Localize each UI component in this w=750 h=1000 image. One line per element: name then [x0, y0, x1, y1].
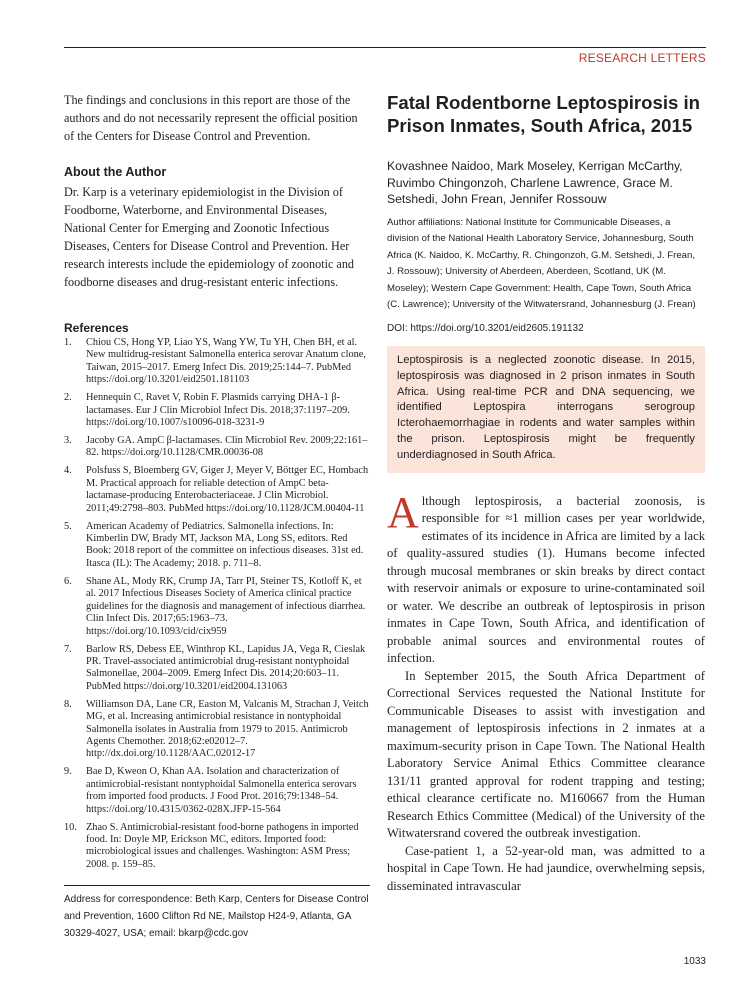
- reference-item: 8. Williamson DA, Lane CR, Easton M, Valcanis M, Strachan J, Veitch MG, et al. Increasing antimicrobial resistance in nontyphoidal Salmonella isolates in Australia from 1979 to 2015. Antimicrob Agents Chemother. 2018;62:e02012–7. http://dx.doi.org/10.1128/AAC.02012-17: [64, 698, 369, 760]
- reference-item: 4. Polsfuss S, Bloemberg GV, Giger J, Meyer V, Böttger EC, Hombach M. Practical approach for reliable detection of AmpC beta-lactamase-producing Enterobacteriaceae. J Clin Microbiol. 2011;49:2798–803. PubMed https://doi.org/10.1128/JCM.00404-11: [64, 465, 369, 514]
- article-body: [387, 487, 705, 896]
- page-number: 1033: [683, 956, 706, 967]
- reference-item: 5. American Academy of Pediatrics. Salmonella infections. In: Kimberlin DW, Brady MT, Jackson MA, Long SS, editors. Red Book: 2018 report of the committee on infectious diseases. 31st ed. Itasca (IL): The Academy; 2018. p. 711–8.: [64, 520, 364, 569]
- correspondence-address: Address for correspondence: Beth Karp, Centers for Disease Control and Prevention, 1600 Clifton Rd NE, Mailstop H24-9, Atlanta, GA 30329-4027, USA; email: bkarp@cdc.gov: [64, 885, 370, 942]
- reference-item: 10. Zhao S. Antimicrobial-resistant food-borne pathogens in imported food. In: Doyle MP, Erickson MC, editors. Imported food: microbiological issues and challenges. Washington: ASM Press; 2008. p. 159–85.: [64, 821, 359, 870]
- reference-item: 1. Chiou CS, Hong YP, Liao YS, Wang YW, Tu YH, Chen BH, et al. New multidrug-resistant Salmonella enterica serovar Anatum clone, Taiwan, 2015–2017. Emerg Infect Dis. 2019;25:144–7. PubMed https://doi.org/10.3201/eid2501.181103: [64, 337, 366, 386]
- about-author-text: Dr. Karp is a veterinary epidemiologist in the Division of Foodborne, Waterborne, and Environmental Diseases, National Center for Emerging and Zoonotic Infectious Diseases, Centers for Disease Control and Prevention. Her research interests include the epidemiology of zoonotic and foodborne diseases and drug-resistant enteric infections.: [64, 185, 355, 289]
- reference-item: 3. Jacoby GA. AmpC β-lactamases. Clin Microbiol Rev. 2009;22:161–82. https://doi.org/10.1128/CMR.00036-08: [64, 435, 368, 459]
- body-paragraph: Although leptospirosis, a bacterial zoonosis, is responsible for ≈1 million cases per year worldwide, estimates of its incidence in Africa are limited by a lack of quality-assured studies (1). Humans become infected through mucosal membranes or skin breaks by direct contact with reservoir animals or exposure to urine-contaminated soil or water. We describe an outbreak of leptospirosis in prison inmates in Cape Town, South Africa, and identification of probable animal sources and environmental routes of infection.: [387, 487, 705, 666]
- about-author-heading: About the Author: [64, 165, 167, 179]
- author-affiliations: Author affiliations: National Institute for Communicable Diseases, a division of the National Health Laboratory Service, Johannesburg, South Africa (K. Naidoo, K. McCarthy, R. Chingonzoh, G.M. Setshedi, J. Frean, J. Rossouw); University of Aberdeen, Aberdeen, Scotland, UK (M. Moseley); Western Cape Government: Health, Cape Town, South Africa (C. Lawrence); University of the Witwatersrand, Johannesburg (J. Frean): [387, 216, 696, 311]
- body-paragraph: Case-patient 1, a 52-year-old man, was admitted to a hospital in Cape Town. He had jaundice, overwhelming sepsis, disseminated intravascular: [387, 843, 705, 893]
- header-rule: [64, 47, 706, 48]
- reference-item: 2. Hennequin C, Ravet V, Robin F. Plasmids carrying DHA-1 β-lactamases. Eur J Clin Microbiol Infect Dis. 2018;37:1197–209. https://doi.org/10.1007/s10096-018-3231-9: [64, 392, 350, 429]
- author-list: Kovashnee Naidoo, Mark Moseley, Kerrigan McCarthy, Ruvimbo Chingonzoh, Charlene Lawrence, Grace M. Setshedi, John Frean, Jennifer Rossouw: [387, 159, 683, 206]
- references-heading: References: [64, 321, 129, 335]
- references-list: [64, 337, 370, 871]
- right-column: [387, 91, 705, 895]
- doi: DOI: https://doi.org/10.3201/eid2605.191132: [387, 323, 584, 335]
- section-label: RESEARCH LETTERS: [578, 51, 706, 65]
- reference-item: 7. Barlow RS, Debess EE, Winthrop KL, Lapidus JA, Vega R, Cieslak PR. Travel-associated antimicrobial drug-resistant nontyphoidal Salmonellae, 2004–2009. Emerg Infect Dis. 2014;20:603–11. PubMed https://doi.org/10.3201/eid2004.131063: [64, 643, 366, 692]
- left-column: [64, 91, 370, 877]
- disclaimer: The findings and conclusions in this report are those of the authors and do not necessarily represent the official position of the Centers for Disease Control and Prevention.: [64, 93, 358, 143]
- drop-cap: A: [387, 487, 419, 537]
- abstract-box: Leptospirosis is a neglected zoonotic disease. In 2015, leptospirosis was diagnosed in 2 prison inmates in South Africa. Using real-time PCR and DNA sequencing, we identified Leptospira interrogans serogroup Icterohaemorrhagiae in rodents and water samples within the prison. Leptospirosis might be frequently underdiagnosed in South Africa.: [387, 346, 705, 473]
- reference-item: 6. Shane AL, Mody RK, Crump JA, Tarr PI, Steiner TS, Kotloff K, et al. 2017 Infectious Diseases Society of America clinical practice guidelines for the diagnosis and management of infectious diarrhea. Clin Infect Dis. 2017;65:1963–73. https://doi.org/10.1093/cid/cix959: [64, 575, 366, 637]
- reference-item: 9. Bae D, Kweon O, Khan AA. Isolation and characterization of antimicrobial-resistant nontyphoidal Salmonella enterica serovars from imported food products. J Food Prot. 2016;79:1348–54. https://doi.org/10.4315/0362-028X.JFP-15-564: [64, 766, 357, 815]
- body-paragraph: In September 2015, the South Africa Department of Correctional Services requested the National Institute for Communicable Diseases to assist with investigation and management of leptospirosis infections in 2 inmates at a maximum-security prison in Cape Town. The National Health Laboratory Service Animal Ethics Committee clearance 131/11 granted approval for rodent trapping and testing; ethical clearance certificate no. M160667 from the Human Research Ethics Committee (Medical) of the University of the Witwatersrand covered the outbreak investigation.: [387, 668, 705, 841]
- article-title: Fatal Rodentborne Leptospirosis in Prison Inmates, South Africa, 2015: [387, 92, 701, 136]
